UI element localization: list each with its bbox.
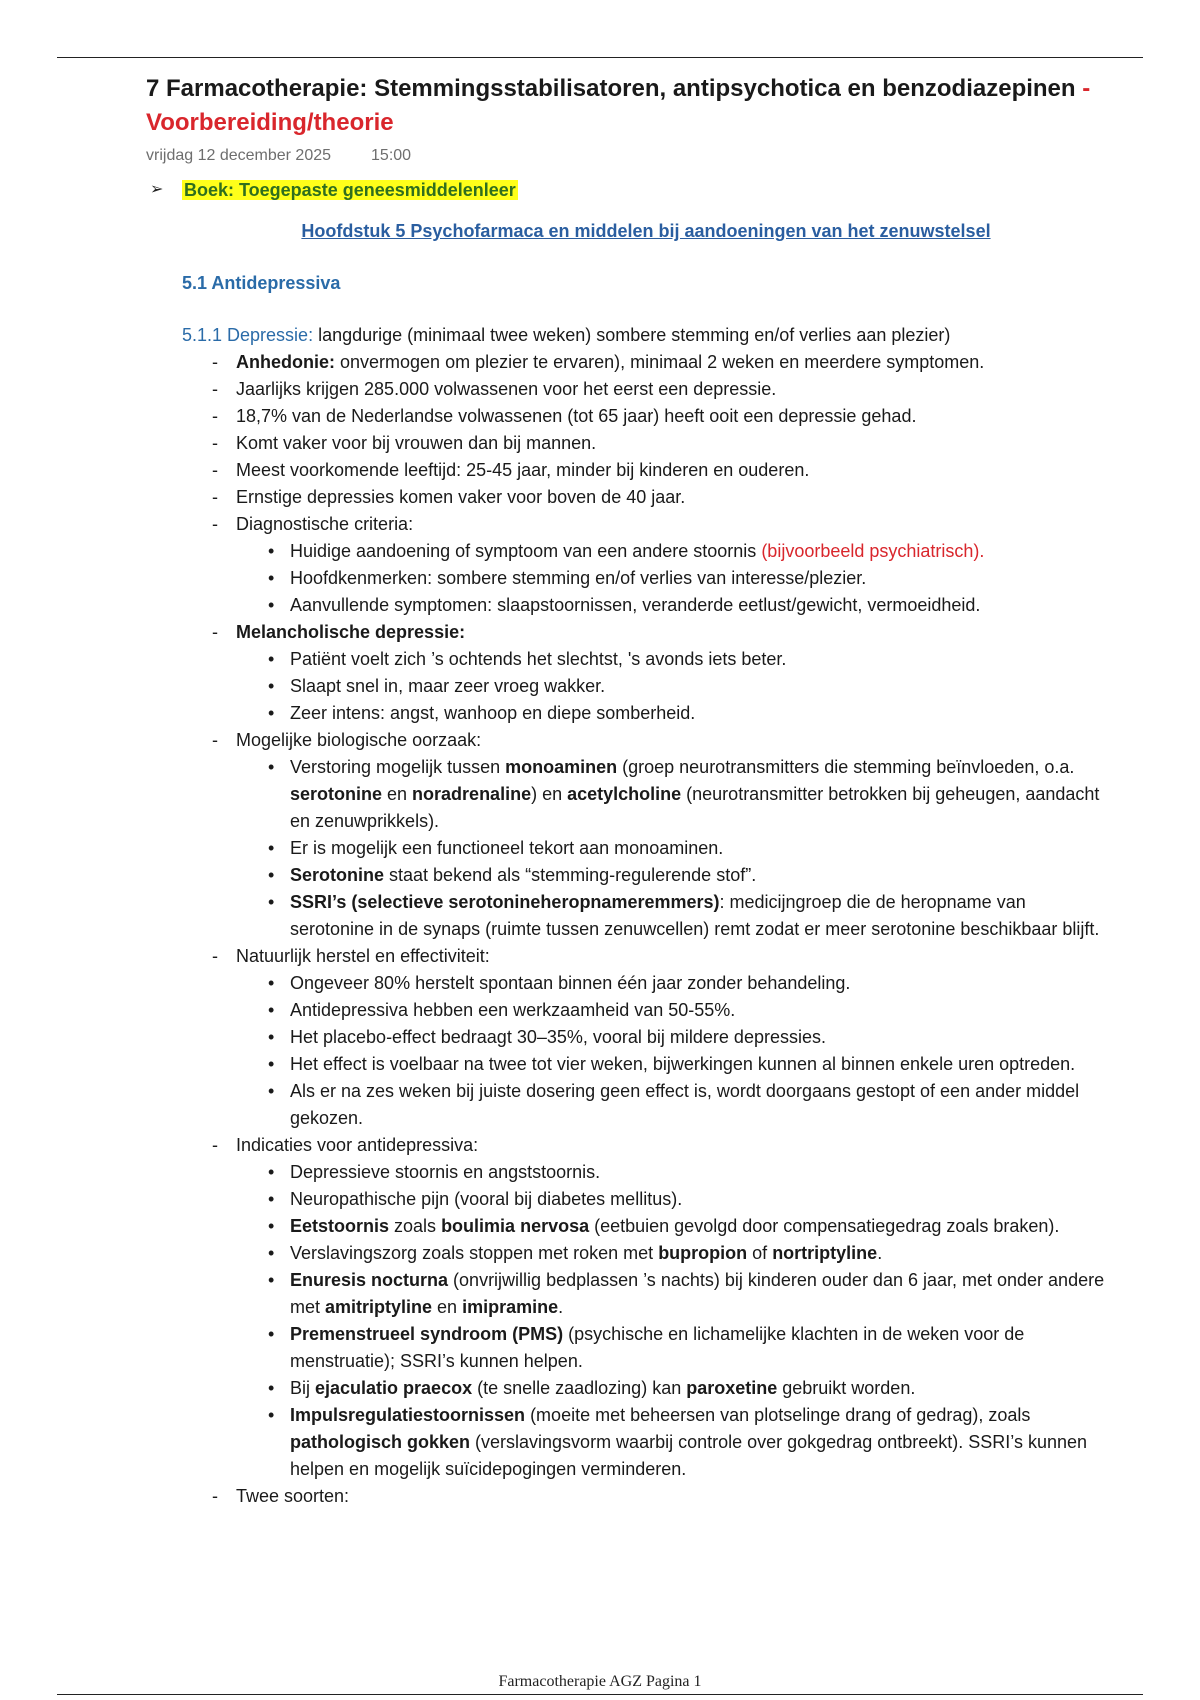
title-separator: -: [1075, 75, 1091, 102]
term: Enuresis nocturna: [290, 1270, 449, 1290]
page-content: [146, 72, 1106, 1510]
date-time: [146, 145, 1106, 167]
term: noradrenaline: [412, 784, 532, 804]
list-item: [212, 943, 1106, 1132]
chapter-heading: Hoofdstuk 5 Psychofarmaca en middelen bij aandoeningen van het zenuwstelsel: [301, 221, 991, 241]
list-item: [212, 727, 1106, 943]
list-item: [212, 619, 1106, 727]
page-footer: Farmacotherapie AGZ Pagina 1: [498, 1673, 702, 1690]
text: Verslavingszorg zoals stoppen met roken met: [290, 1243, 659, 1263]
list-item: - Meest voorkomende leeftijd: 25-45 jaar, minder bij kinderen en ouderen.: [212, 457, 1106, 484]
sub-list-item: [266, 862, 1106, 889]
title-main: 7 Farmacotherapie: Stemmingsstabilisatoren, antipsychotica en benzodiazepinen: [146, 75, 1076, 102]
text: Diagnostische criteria:: [236, 514, 414, 534]
list-item: - Twee soorten:: [212, 1483, 1106, 1510]
term: Impulsregulatiestoornissen: [290, 1405, 526, 1425]
text: (moeite met beheersen van plotselinge drang of gedrag), zoals: [525, 1405, 1031, 1425]
term: Anhedonie:: [236, 352, 335, 372]
text: en: [382, 784, 413, 804]
sub-list-item: • Als er na zes weken bij juiste dosering geen effect is, wordt doorgaans gestopt of een ander middel gekozen.: [266, 1078, 1106, 1132]
book-line: [146, 177, 1106, 203]
book-label: Boek: Toegepaste geneesmiddelenleer: [184, 180, 516, 200]
subsection-number: 5.1.1 Depressie:: [182, 325, 314, 345]
time: 15:00: [371, 147, 412, 164]
term: ejaculatio praecox: [315, 1378, 473, 1398]
text: Natuurlijk herstel en effectiviteit:: [236, 946, 490, 966]
section-heading: 5.1 Antidepressiva: [182, 273, 341, 293]
text: : medicijngroep die de heropname van serotonine in de synaps (ruimte tussen zenuwcellen) remt zodat er meer serotonine beschikbaar blijft.: [290, 892, 1100, 939]
term: acetylcholine: [567, 784, 682, 804]
list-item: [212, 511, 1106, 619]
sub-list-item: • Antidepressiva hebben een werkzaamheid van 50-55%.: [266, 997, 1106, 1024]
list-item: - Ernstige depressies komen vaker voor boven de 40 jaar.: [212, 484, 1106, 511]
sub-list-item: • Neuropathische pijn (vooral bij diabetes mellitus).: [266, 1186, 1106, 1213]
sub-list-item: [266, 1267, 1106, 1321]
sub-list-item: • Hoofdkenmerken: sombere stemming en/of verlies van interesse/plezier.: [266, 565, 1106, 592]
main-list: [212, 349, 1106, 1510]
text: en: [432, 1297, 463, 1317]
sub-list: [266, 754, 1106, 943]
list-item: - 18,7% van de Nederlandse volwassenen (tot 65 jaar) heeft ooit een depressie gehad.: [212, 403, 1106, 430]
term: Serotonine: [290, 865, 385, 885]
sub-list-item: • Er is mogelijk een functioneel tekort aan monoaminen.: [266, 835, 1106, 862]
term: serotonine: [290, 784, 383, 804]
sub-list-item: [266, 1321, 1106, 1375]
sub-list-item: • Slaapt snel in, maar zeer vroeg wakker.: [266, 673, 1106, 700]
sub-list-item: • Aanvullende symptomen: slaapstoornissen, veranderde eetlust/gewicht, vermoeidheid.: [266, 592, 1106, 619]
sub-list-item: [266, 1240, 1106, 1267]
text-red: (bijvoorbeeld psychiatrisch).: [761, 541, 985, 561]
sub-list-item: [266, 889, 1106, 943]
sub-list: [266, 538, 1106, 619]
sub-list: [266, 970, 1106, 1132]
sub-list: [266, 1159, 1106, 1483]
term: SSRI’s (selectieve serotonineheropnameremmers): [290, 892, 720, 912]
sub-list-item: • Depressieve stoornis en angststoornis.: [266, 1159, 1106, 1186]
term: Eetstoornis: [290, 1216, 390, 1236]
text: Bij: [290, 1378, 316, 1398]
list-item: - Jaarlijks krijgen 285.000 volwassenen voor het eerst een depressie.: [212, 376, 1106, 403]
text: (verslavingsvorm waarbij controle over gokgedrag ontbreekt). SSRI’s kunnen helpen en mogelijk suïcidepogingen verminderen.: [290, 1432, 1087, 1479]
top-rule: [57, 57, 1143, 58]
sub-list-item: [266, 1375, 1106, 1402]
text: Indicaties voor antidepressiva:: [236, 1135, 479, 1155]
text: Mogelijke biologische oorzaak:: [236, 730, 482, 750]
text: (psychische en lichamelijke klachten in de weken voor de menstruatie); SSRI’s kunnen helpen.: [290, 1324, 1025, 1371]
text: staat bekend als “stemming-regulerende stof”.: [384, 865, 757, 885]
term: bupropion: [658, 1243, 748, 1263]
subsection-heading: [182, 322, 1106, 349]
text: gebruikt worden.: [777, 1378, 916, 1398]
term: monoaminen: [505, 757, 618, 777]
text: (groep neurotransmitters die stemming beïnvloeden, o.a.: [617, 757, 1075, 777]
term: pathologisch gokken: [290, 1432, 471, 1452]
sub-list-item: [266, 1402, 1106, 1483]
subsection-text: langdurige (minimaal twee weken) sombere stemming en/of verlies aan plezier): [313, 325, 951, 345]
term: boulimia nervosa: [441, 1216, 590, 1236]
text: .: [877, 1243, 883, 1263]
arrow-bullet-icon: ➢: [150, 181, 164, 198]
text: onvermogen om plezier te ervaren), minimaal 2 weken en meerdere symptomen.: [335, 352, 985, 372]
term: imipramine: [462, 1297, 559, 1317]
text: (te snelle zaadlozing) kan: [472, 1378, 687, 1398]
sub-list-item: • Het placebo-effect bedraagt 30–35%, vooral bij mildere depressies.: [266, 1024, 1106, 1051]
page-title: [146, 72, 1106, 140]
sub-list-item: • Ongeveer 80% herstelt spontaan binnen één jaar zonder behandeling.: [266, 970, 1106, 997]
term: nortriptyline: [772, 1243, 878, 1263]
text: (onvrijwillig bedplassen ’s nachts) bij kinderen ouder dan 6 jaar, met onder andere met: [290, 1270, 1105, 1317]
term: amitriptyline: [325, 1297, 433, 1317]
sub-list: [266, 646, 1106, 727]
sub-list-item: [266, 754, 1106, 835]
list-item: [212, 1132, 1106, 1483]
date: vrijdag 12 december 2025: [146, 147, 332, 164]
text: Verstoring mogelijk tussen: [290, 757, 506, 777]
sub-list-item: • Patiënt voelt zich ’s ochtends het slechtst, 's avonds iets beter.: [266, 646, 1106, 673]
term: paroxetine: [686, 1378, 778, 1398]
sub-list-item: [266, 1213, 1106, 1240]
text: zoals: [389, 1216, 442, 1236]
text: of: [747, 1243, 773, 1263]
sub-list-item: [266, 538, 1106, 565]
term: Premenstrueel syndroom (PMS): [290, 1324, 564, 1344]
text: (neurotransmitter betrokken bij geheugen, aandacht en zenuwprikkels).: [290, 784, 1100, 831]
list-item: - Komt vaker voor bij vrouwen dan bij mannen.: [212, 430, 1106, 457]
title-suffix: Voorbereiding/theorie: [146, 109, 394, 136]
sub-list-item: • Zeer intens: angst, wanhoop en diepe somberheid.: [266, 700, 1106, 727]
sub-list-item: • Het effect is voelbaar na twee tot vier weken, bijwerkingen kunnen al binnen enkele uren optreden.: [266, 1051, 1106, 1078]
text: Huidige aandoening of symptoom van een andere stoornis: [290, 541, 762, 561]
term: Melancholische depressie:: [236, 622, 466, 642]
text: .: [558, 1297, 564, 1317]
list-item: [212, 349, 1106, 376]
text: (eetbuien gevolgd door compensatiegedrag zoals braken).: [589, 1216, 1060, 1236]
bottom-rule: [57, 1694, 1143, 1695]
text: ) en: [531, 784, 568, 804]
